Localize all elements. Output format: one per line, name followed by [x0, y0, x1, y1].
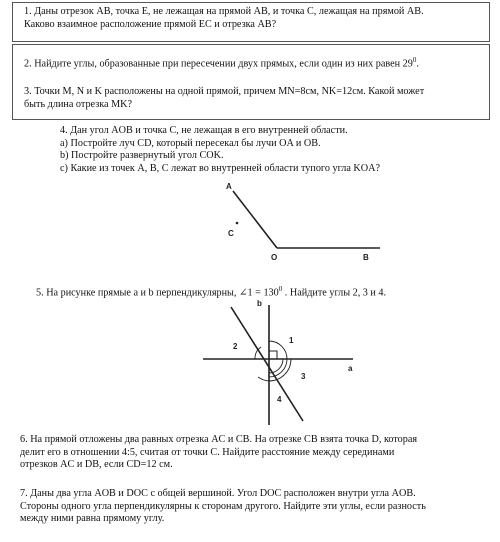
problem-6-line-2: делит его в отношении 4:5, считая от точки C. Найдите расстояние между серединами	[20, 446, 395, 458]
label-angle-4: 4	[277, 395, 282, 404]
problem-3-line-2: быть длина отрезка MK?	[24, 98, 133, 110]
problem-6-line-1: 6. На прямой отложены два равных отрезка AC и CB. На отрезке CB взята точка D, которая	[20, 434, 418, 445]
problem-5-degree: 0	[278, 285, 283, 293]
angle-arc-1	[269, 341, 287, 359]
problem-2-end: .	[416, 58, 419, 70]
problem-7-line-2: Стороны одного угла перпендикулярны к сторонам другого. Найдите эти углы, если разность	[20, 500, 426, 512]
label-a-line: a	[348, 364, 353, 373]
problem-7-line-3: между ними равна прямому углу.	[20, 513, 165, 525]
problem-4-item-a: a) Постройте луч CD, который пересекал бы лучи OA и OB.	[60, 137, 321, 149]
label-angle-1: 1	[289, 336, 294, 345]
problem-7	[20, 488, 485, 526]
label-angle-2: 2	[233, 342, 238, 351]
slanted-line	[231, 307, 303, 421]
problem-2	[24, 54, 484, 71]
angle-arc-3c	[269, 359, 291, 381]
perpendicular-lines-figure	[203, 297, 363, 427]
right-angle-mark	[269, 351, 277, 359]
problem-1-line-2: Каково взаимное расположение прямой EC и отрезка AB?	[24, 18, 277, 30]
angle-arc-4	[258, 377, 269, 381]
point-c	[236, 222, 239, 225]
problem-1-line-1: 1. Даны отрезок AB, точка E, не лежащая на прямой AB, и точка C, лежащая на прямой AB.	[24, 6, 424, 17]
problem-7-line-1: 7. Даны два угла AOB и DOC с общей вершиной. Угол DOC расположен внутри угла AOB.	[20, 488, 416, 499]
problem-4-item-b: b) Постройте развернутый угол COK.	[60, 150, 224, 162]
label-a: A	[226, 182, 232, 191]
problem-2-degree: 0	[412, 56, 417, 64]
label-angle-3: 3	[301, 372, 306, 381]
problem-1	[24, 6, 484, 31]
problem-5-text-after: . Найдите углы 2, 3 и 4.	[282, 287, 387, 299]
problem-6-line-3: отрезков AC и DB, если CD=12 см.	[20, 459, 173, 471]
problem-4-item-c: c) Какие из точек A, B, C лежат во внутренней области тупого угла KOA?	[60, 162, 380, 174]
label-o: O	[271, 253, 278, 262]
angle-aob-figure	[215, 180, 385, 270]
problem-3-line-1: 3. Точки M, N и K расположены на одной прямой, причем MN=8см, NK=12см. Какой может	[24, 86, 425, 97]
label-b: B	[363, 253, 369, 262]
problem-3	[24, 86, 484, 111]
label-b-line: b	[257, 299, 262, 308]
label-c: C	[228, 229, 234, 238]
problem-5-text-before: 5. На рисунке прямые a и b перпендикулярны, ∠1 = 130	[36, 287, 279, 299]
problem-4	[60, 125, 480, 175]
problem-6	[20, 434, 485, 472]
problem-2-text: 2. Найдите углы, образованные при пересечении двух прямых, если один из них равен 29	[24, 58, 413, 70]
problem-4-title: 4. Дан угол AOB и точка C, не лежащая в его внутренней области.	[60, 125, 348, 136]
ray-oa	[233, 191, 277, 248]
